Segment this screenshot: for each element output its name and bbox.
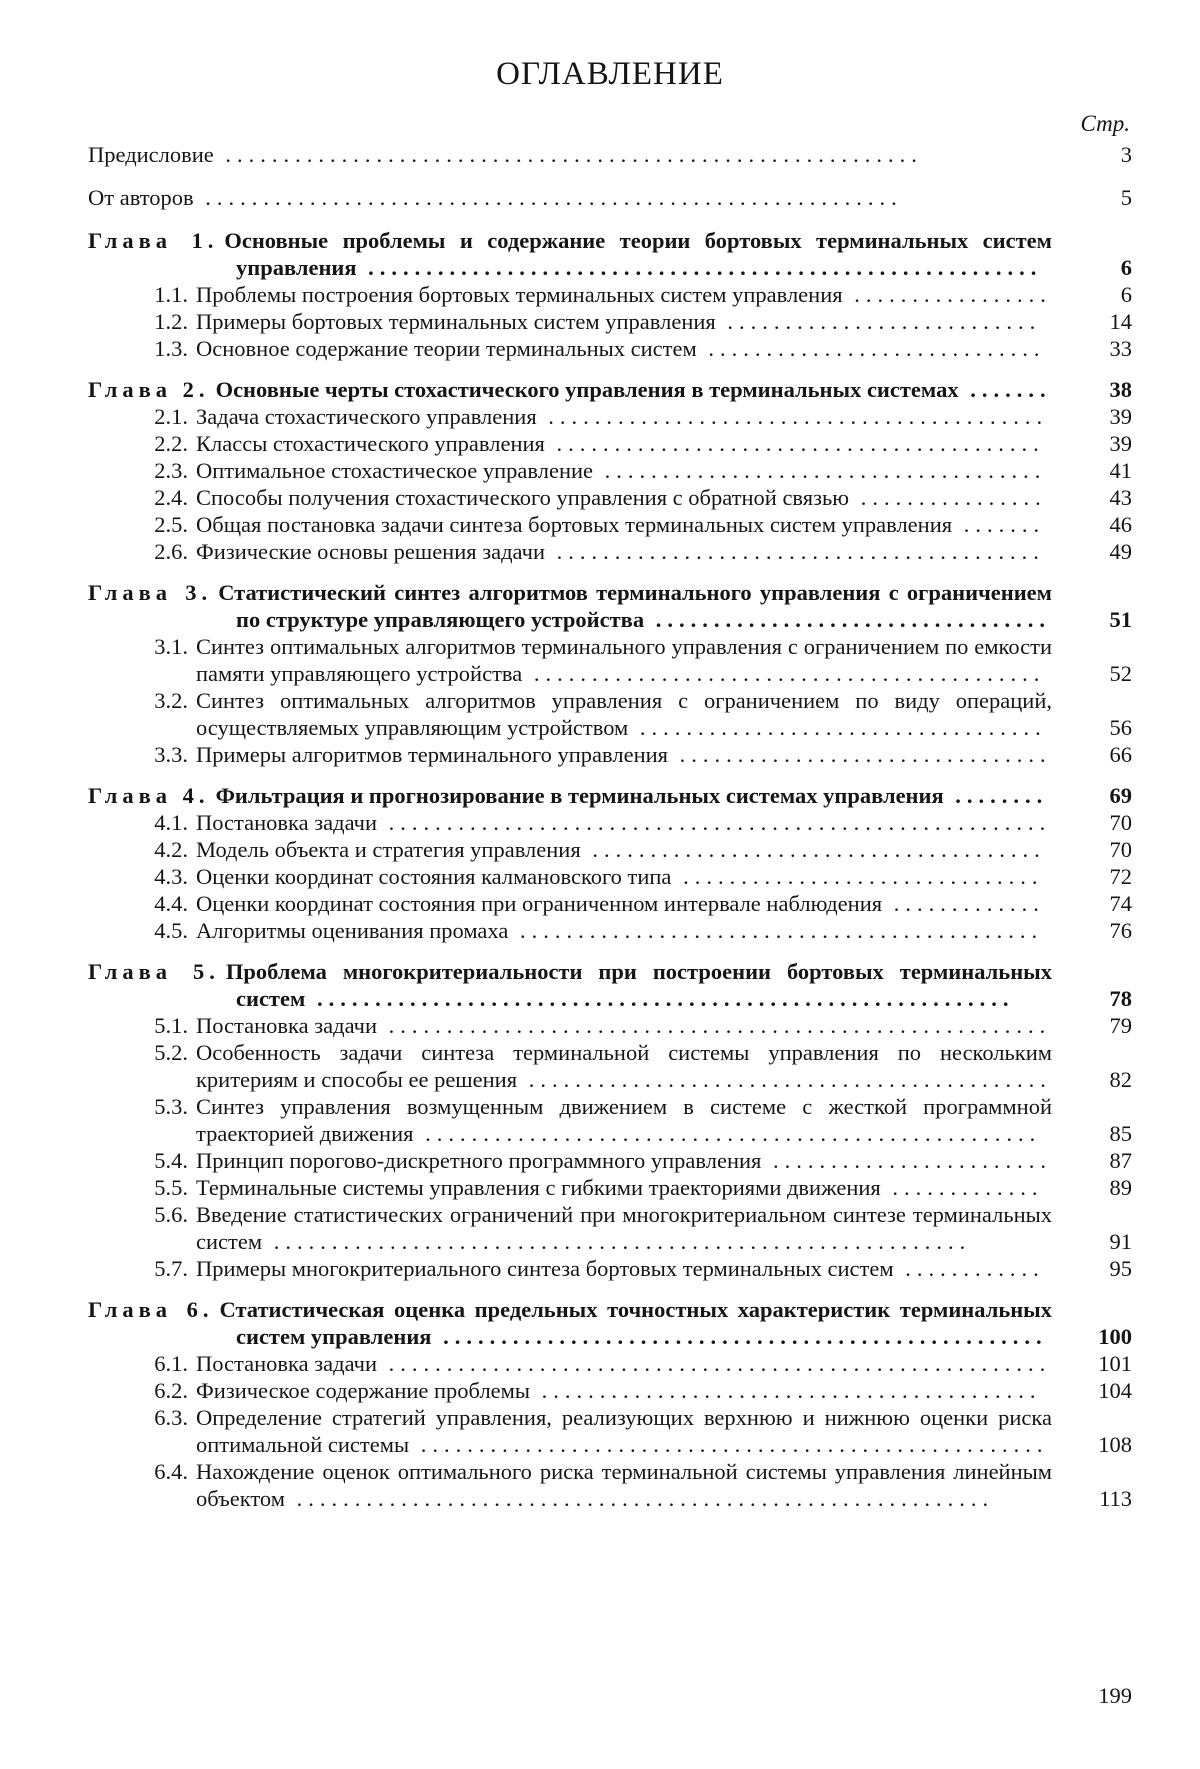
entry-title: Оценки координат состояния калмановского типа bbox=[196, 864, 672, 889]
section-number: 5.5. bbox=[154, 1175, 188, 1200]
section-entry bbox=[88, 403, 1132, 430]
dot-leader: ............................................. bbox=[508, 918, 1044, 943]
page-title: ОГЛАВЛЕНИЕ bbox=[496, 56, 724, 92]
section-entry bbox=[88, 1147, 1132, 1174]
section-entry bbox=[88, 430, 1132, 457]
entry-page-number: 38 bbox=[1109, 377, 1132, 402]
chapter-label: Глава 3. bbox=[88, 580, 213, 605]
entry-title: Примеры бортовых терминальных систем управления bbox=[196, 309, 716, 334]
section-number: 5.4. bbox=[154, 1148, 188, 1173]
dot-leader: ........................... bbox=[715, 309, 1042, 334]
section-number: 3.1. bbox=[154, 634, 188, 659]
entry-title: Проблема многокритериальности при построении бортовых терминальных систем bbox=[225, 959, 1052, 1011]
section-entry bbox=[88, 281, 1132, 308]
dot-leader: .......................................................... bbox=[356, 255, 1043, 280]
entry-title: Модель объекта и стратегия управления bbox=[196, 837, 581, 862]
entry-title: Фильтрация и прогнозирование в терминальных системах управления bbox=[215, 783, 944, 808]
dot-leader: ................................... bbox=[628, 715, 1047, 740]
front-matter-entry bbox=[88, 184, 1132, 211]
dot-leader: ............................................................ bbox=[213, 142, 923, 167]
section-number: 2.5. bbox=[154, 512, 188, 537]
dot-leader: ............................................ bbox=[522, 661, 1046, 686]
entry-page-number: 113 bbox=[1099, 1486, 1132, 1511]
entry-title: Алгоритмы оценивания промаха bbox=[196, 918, 509, 943]
entry-page-number: 82 bbox=[1109, 1067, 1132, 1092]
section-entry bbox=[88, 836, 1132, 863]
section-entry bbox=[88, 890, 1132, 917]
entry-title: Основное содержание теории терминальных систем bbox=[196, 336, 697, 361]
section-number: 4.5. bbox=[154, 918, 188, 943]
section-number: 6.4. bbox=[154, 1459, 188, 1484]
section-entry bbox=[88, 1201, 1132, 1255]
entry-title: Общая постановка задачи синтеза бортовых терминальных систем управления bbox=[196, 512, 953, 537]
entry-page-number: 72 bbox=[1109, 864, 1132, 889]
section-entry bbox=[88, 1404, 1132, 1458]
dot-leader: .................................................... bbox=[431, 1324, 1048, 1349]
section-number: 6.1. bbox=[154, 1351, 188, 1376]
entry-title: Оценки координат состояния при ограниченном интервале наблюдения bbox=[196, 891, 883, 916]
dot-leader: .......................................... bbox=[545, 539, 1045, 564]
section-number: 2.6. bbox=[154, 539, 188, 564]
entry-page-number: 101 bbox=[1098, 1351, 1132, 1376]
entry-title: Физическое содержание проблемы bbox=[196, 1378, 531, 1403]
chapter-entry bbox=[88, 1296, 1132, 1350]
entry-title: Постановка задачи bbox=[196, 810, 378, 835]
dot-leader: ................ bbox=[849, 485, 1047, 510]
entry-page-number: 6 bbox=[1120, 255, 1132, 280]
entry-page-number: 78 bbox=[1109, 986, 1132, 1011]
entry-page-number: 33 bbox=[1109, 336, 1132, 361]
section-entry bbox=[88, 1377, 1132, 1404]
entry-page-number: 85 bbox=[1109, 1121, 1132, 1146]
page-number: 199 bbox=[1098, 1683, 1132, 1708]
chapter-entry bbox=[88, 958, 1132, 1012]
dot-leader: ............................................. bbox=[517, 1067, 1052, 1092]
section-entry bbox=[88, 1174, 1132, 1201]
entry-title: Основные черты стохастического управления в терминальных системах bbox=[215, 377, 959, 402]
entry-page-number: 87 bbox=[1109, 1148, 1132, 1173]
section-entry bbox=[88, 1255, 1132, 1282]
chapter-entry bbox=[88, 782, 1132, 809]
entry-page-number: 66 bbox=[1109, 742, 1132, 767]
entry-title: Введение статистических ограничений при многокритериальном синтезе терминальных систем bbox=[196, 1202, 1052, 1254]
entry-page-number: 43 bbox=[1109, 485, 1132, 510]
dot-leader: ............................................................ bbox=[193, 185, 903, 210]
section-number: 5.6. bbox=[154, 1202, 188, 1227]
entry-page-number: 104 bbox=[1098, 1378, 1132, 1403]
entry-title: От авторов bbox=[88, 185, 194, 210]
section-entry bbox=[88, 1350, 1132, 1377]
section-number: 2.3. bbox=[154, 458, 188, 483]
chapter-label: Глава 2. bbox=[88, 377, 210, 402]
section-number: 4.1. bbox=[154, 810, 188, 835]
section-entry bbox=[88, 633, 1132, 687]
section-entry bbox=[88, 335, 1132, 362]
entry-page-number: 108 bbox=[1098, 1432, 1132, 1457]
entry-title: Терминальные системы управления с гибкими траекториями движения bbox=[196, 1175, 881, 1200]
chapter-entry bbox=[88, 227, 1132, 281]
section-entry bbox=[88, 511, 1132, 538]
section-number: 3.3. bbox=[154, 742, 188, 767]
dot-leader: ......................................................... bbox=[377, 810, 1052, 835]
entry-page-number: 52 bbox=[1109, 661, 1132, 686]
section-number: 5.3. bbox=[154, 1094, 188, 1119]
dot-leader: ............. bbox=[882, 891, 1045, 916]
entry-page-number: 70 bbox=[1109, 837, 1132, 862]
entry-title: Проблемы построения бортовых терминальных систем управления bbox=[196, 282, 843, 307]
page-column-header: Стр. bbox=[1080, 111, 1130, 136]
section-entry bbox=[88, 863, 1132, 890]
front-matter-entry bbox=[88, 141, 1132, 168]
section-entry bbox=[88, 741, 1132, 768]
section-entry bbox=[88, 484, 1132, 511]
entry-page-number: 51 bbox=[1109, 607, 1132, 632]
entry-title: Синтез управления возмущенным движением в системе с жесткой программной траекторией движения bbox=[196, 1094, 1052, 1146]
dot-leader: ............................................................ bbox=[262, 1229, 972, 1254]
entry-page-number: 91 bbox=[1109, 1229, 1132, 1254]
entry-page-number: 46 bbox=[1109, 512, 1132, 537]
chapter-entry bbox=[88, 579, 1132, 633]
section-number: 2.4. bbox=[154, 485, 188, 510]
section-number: 4.4. bbox=[154, 891, 188, 916]
dot-leader: ........................................... bbox=[536, 404, 1049, 429]
entry-page-number: 6 bbox=[1120, 282, 1132, 307]
section-number: 5.2. bbox=[154, 1040, 188, 1065]
entry-page-number: 49 bbox=[1109, 539, 1132, 564]
entry-title: Задача стохастического управления bbox=[196, 404, 537, 429]
entry-title: Физические основы решения задачи bbox=[196, 539, 546, 564]
entry-title: Оптимальное стохастическое управление bbox=[196, 458, 594, 483]
entry-title: Постановка задачи bbox=[196, 1351, 378, 1376]
entry-title: Синтез оптимальных алгоритмов управления с ограничением по виду операций, осуществляемых управляющим устройством bbox=[196, 688, 1052, 740]
table-of-contents bbox=[88, 141, 1132, 1512]
entry-title: Нахождение оценок оптимального риска терминальной системы управления линейным объектом bbox=[196, 1459, 1052, 1511]
dot-leader: ............. bbox=[880, 1175, 1044, 1200]
section-entry bbox=[88, 809, 1132, 836]
dot-leader: .......................................... bbox=[544, 431, 1045, 456]
section-entry bbox=[88, 538, 1132, 565]
section-number: 3.2. bbox=[154, 688, 188, 713]
section-number: 6.3. bbox=[154, 1405, 188, 1430]
entry-title: Предисловие bbox=[88, 142, 214, 167]
toc-page bbox=[88, 56, 1132, 1512]
entry-page-number: 56 bbox=[1109, 715, 1132, 740]
chapter-label: Глава 1. bbox=[88, 228, 219, 253]
section-entry bbox=[88, 1458, 1132, 1512]
entry-page-number: 70 bbox=[1109, 810, 1132, 835]
dot-leader: ....... bbox=[958, 377, 1052, 402]
dot-leader: ........................ bbox=[761, 1148, 1053, 1173]
entry-title: Определение стратегий управления, реализующих верхнюю и нижнюю оценки риска оптимальной системы bbox=[196, 1405, 1052, 1457]
section-entry bbox=[88, 1093, 1132, 1147]
section-number: 6.2. bbox=[154, 1378, 188, 1403]
entry-page-number: 74 bbox=[1109, 891, 1132, 916]
dot-leader: ............................. bbox=[696, 336, 1046, 361]
entry-title: Синтез оптимальных алгоритмов терминального управления с ограничением по емкости памяти управляющего устройства bbox=[196, 634, 1052, 686]
entry-title: Особенность задачи синтеза терминальной системы управления по нескольким критериям и способы ее решения bbox=[196, 1040, 1052, 1092]
dot-leader: ...................................................... bbox=[409, 1432, 1049, 1457]
entry-title: Классы стохастического управления bbox=[196, 431, 545, 456]
entry-page-number: 76 bbox=[1109, 918, 1132, 943]
entry-page-number: 89 bbox=[1109, 1175, 1132, 1200]
dot-leader: ....................................... bbox=[580, 837, 1046, 862]
dot-leader: ......................................................... bbox=[377, 1351, 1052, 1376]
chapter-label: Глава 6. bbox=[88, 1297, 214, 1322]
entry-page-number: 5 bbox=[1120, 185, 1132, 210]
entry-page-number: 3 bbox=[1120, 142, 1132, 167]
entry-title: Принцип порогово-дискретного программного управления bbox=[196, 1148, 762, 1173]
entry-page-number: 39 bbox=[1109, 404, 1132, 429]
dot-leader: ....... bbox=[952, 512, 1046, 537]
entry-title: Способы получения стохастического управления с обратной связью bbox=[196, 485, 850, 510]
entry-title: Статистическая оценка предельных точностных характеристик терминальных систем управления bbox=[219, 1297, 1052, 1349]
dot-leader: ............................................................ bbox=[285, 1486, 995, 1511]
dot-leader: ...................................... bbox=[593, 458, 1047, 483]
entry-title: Примеры многокритериального синтеза бортовых терминальных систем bbox=[196, 1256, 894, 1281]
entry-page-number: 14 bbox=[1109, 309, 1132, 334]
entry-title: Статистический синтез алгоритмов терминального управления с ограничением по структуре управляющего устройства bbox=[218, 580, 1052, 632]
dot-leader: ............................... bbox=[671, 864, 1044, 889]
entry-title: Примеры алгоритмов терминального управления bbox=[196, 742, 669, 767]
chapter-label: Глава 4. bbox=[88, 783, 210, 808]
entry-page-number: 79 bbox=[1109, 1013, 1132, 1038]
entry-page-number: 100 bbox=[1098, 1324, 1132, 1349]
section-entry bbox=[88, 1012, 1132, 1039]
section-entry bbox=[88, 917, 1132, 944]
dot-leader: .................................. bbox=[644, 607, 1051, 632]
dot-leader: ............ bbox=[893, 1256, 1045, 1281]
section-number: 2.1. bbox=[154, 404, 188, 429]
section-number: 1.2. bbox=[154, 309, 188, 334]
dot-leader: ..................................................... bbox=[413, 1121, 1042, 1146]
dot-leader: ............................................................ bbox=[305, 986, 1015, 1011]
section-entry bbox=[88, 1039, 1132, 1093]
entry-page-number: 69 bbox=[1109, 783, 1132, 808]
chapter-entry bbox=[88, 376, 1132, 403]
section-number: 2.2. bbox=[154, 431, 188, 456]
entry-page-number: 95 bbox=[1109, 1256, 1132, 1281]
dot-leader: ......................................................... bbox=[377, 1013, 1052, 1038]
dot-leader: ................................ bbox=[668, 742, 1052, 767]
section-entry bbox=[88, 687, 1132, 741]
section-number: 5.1. bbox=[154, 1013, 188, 1038]
entry-page-number: 41 bbox=[1109, 458, 1132, 483]
section-number: 4.2. bbox=[154, 837, 188, 862]
entry-page-number: 39 bbox=[1109, 431, 1132, 456]
entry-title: Постановка задачи bbox=[196, 1013, 378, 1038]
section-number: 1.1. bbox=[154, 282, 188, 307]
dot-leader: ........ bbox=[943, 783, 1049, 808]
section-number: 1.3. bbox=[154, 336, 188, 361]
section-number: 4.3. bbox=[154, 864, 188, 889]
section-number: 5.7. bbox=[154, 1256, 188, 1281]
entry-title: Основные проблемы и содержание теории бортовых терминальных систем управления bbox=[224, 228, 1052, 280]
dot-leader: ................. bbox=[842, 282, 1052, 307]
chapter-label: Глава 5. bbox=[88, 959, 220, 984]
section-entry bbox=[88, 457, 1132, 484]
section-entry bbox=[88, 308, 1132, 335]
dot-leader: ........................................... bbox=[530, 1378, 1042, 1403]
